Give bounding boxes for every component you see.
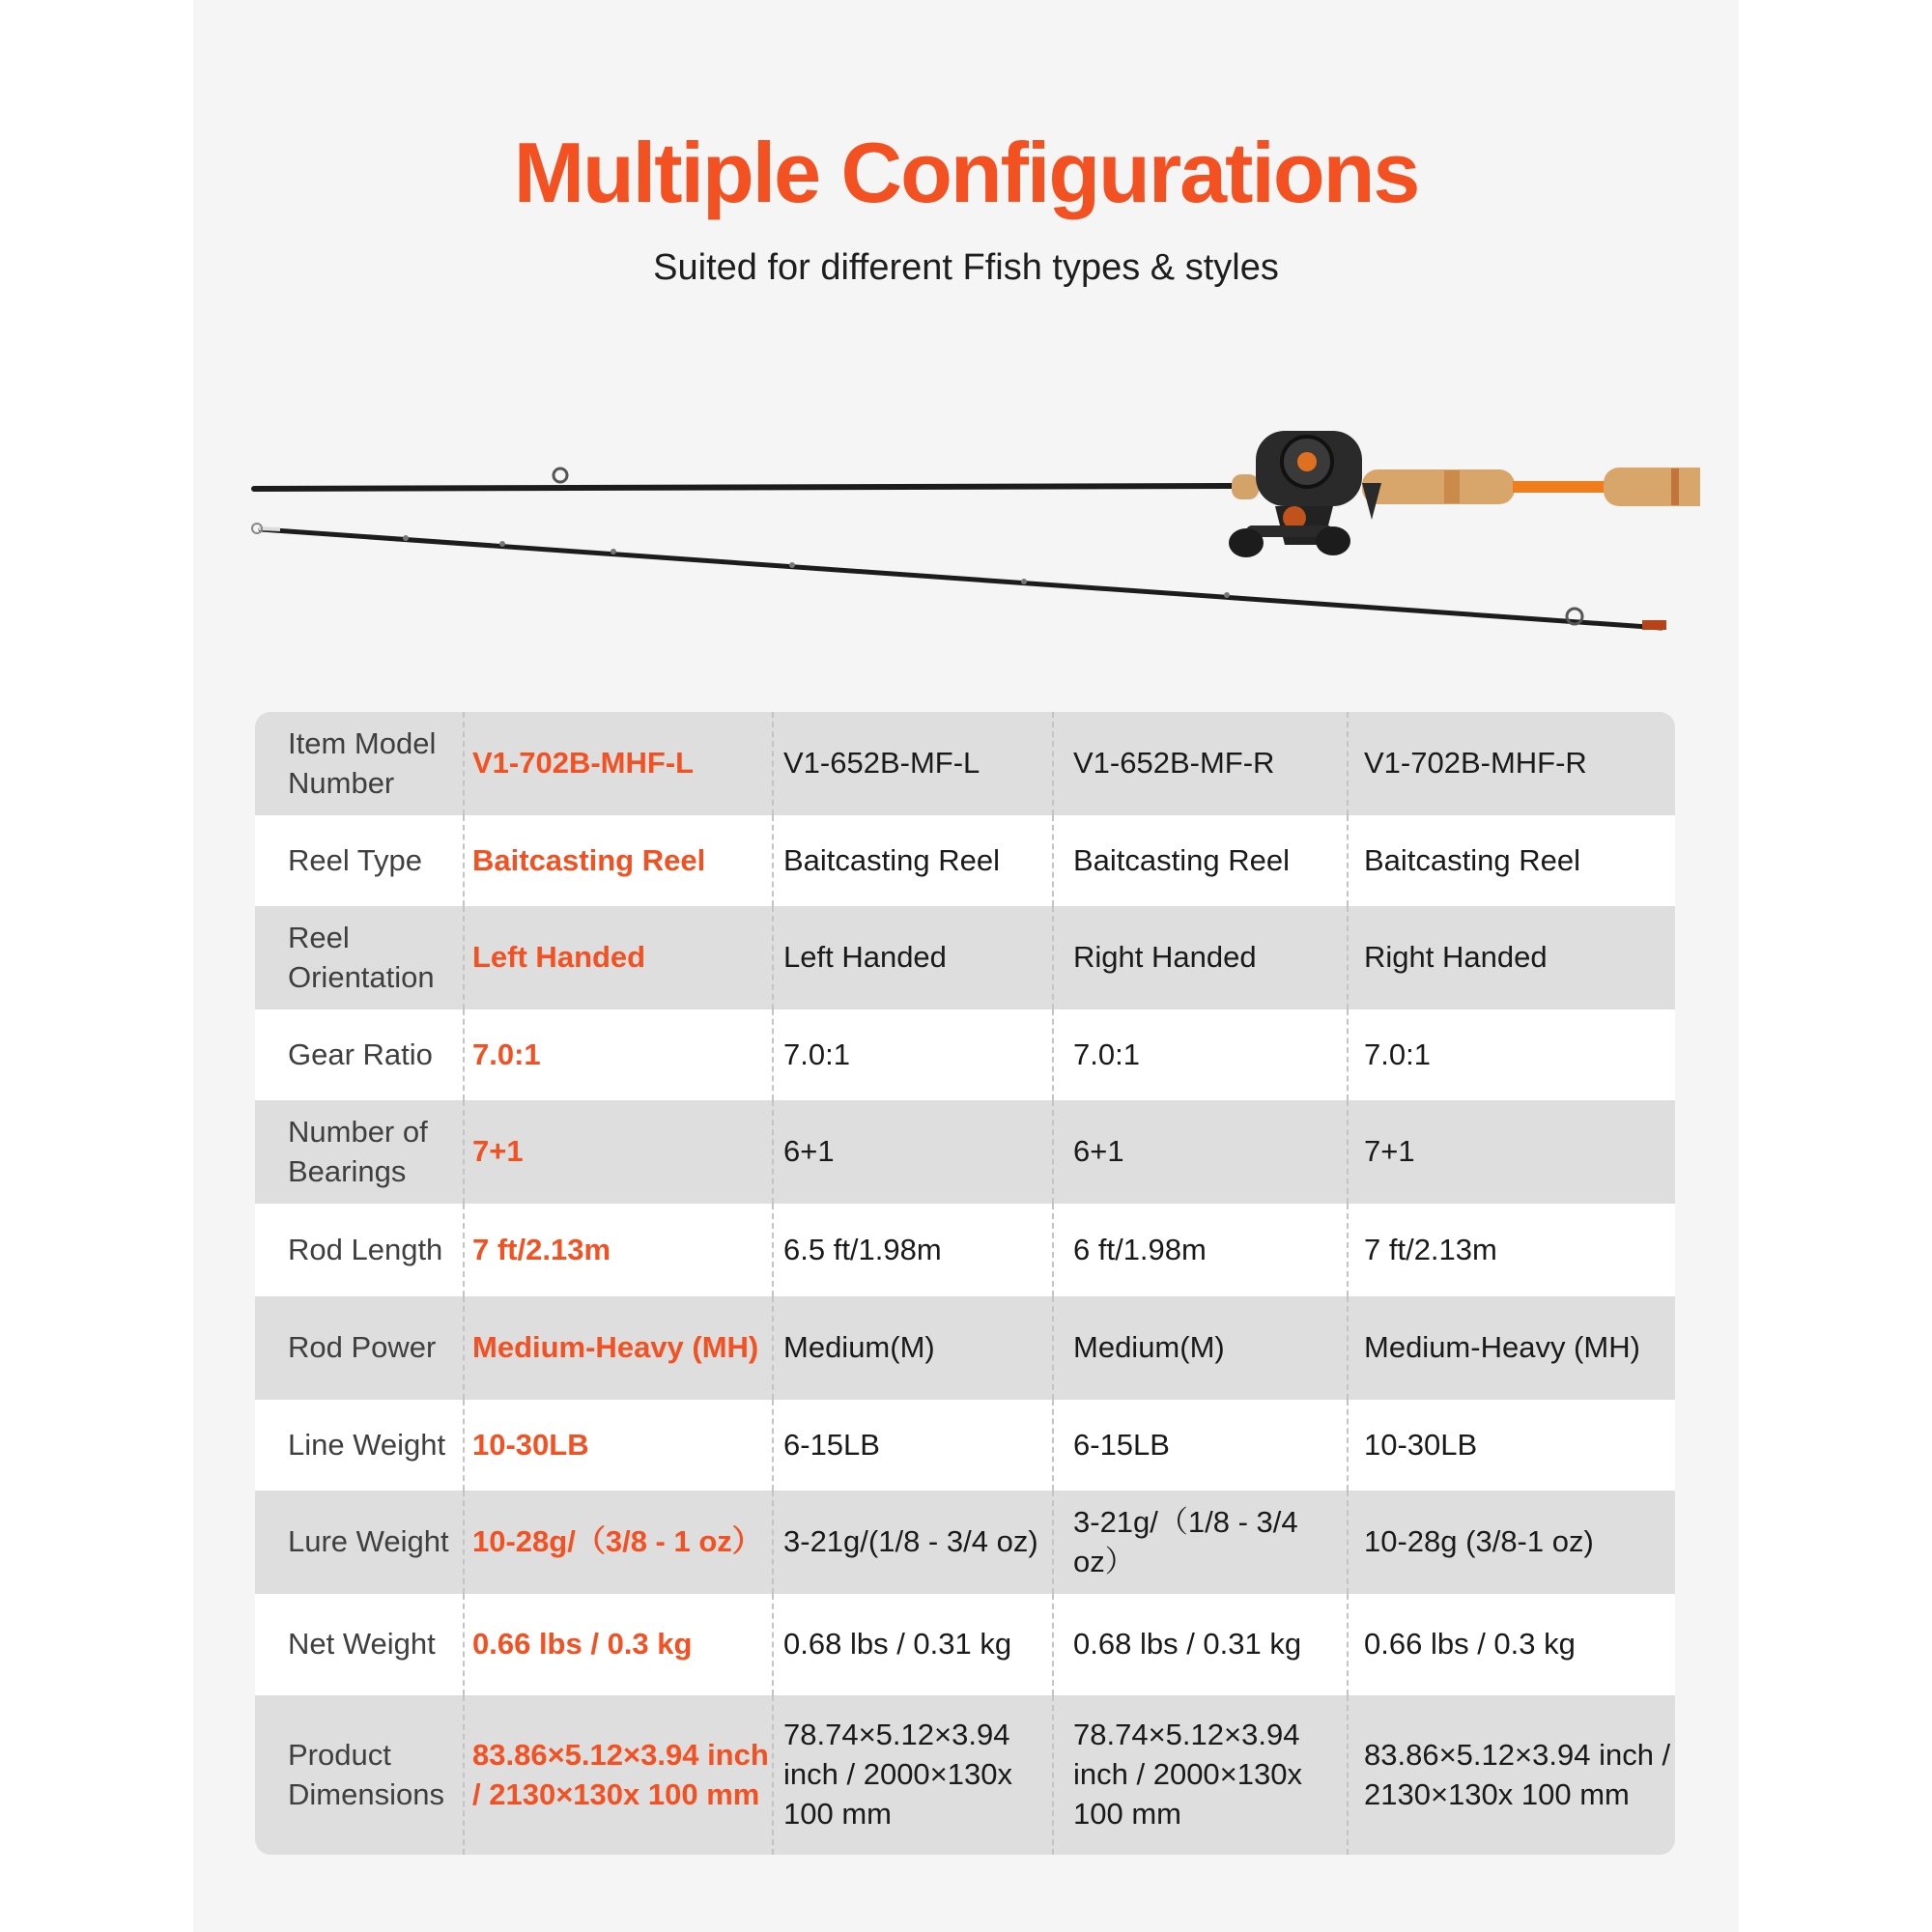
table-row bbox=[255, 1695, 1675, 1855]
model-2-value: V1-652B-MF-L bbox=[772, 712, 1052, 815]
model-3-value: 6 ft/1.98m bbox=[1052, 1204, 1347, 1296]
model-4-value: Right Handed bbox=[1347, 906, 1675, 1009]
model-3-value: Baitcasting Reel bbox=[1052, 815, 1347, 906]
table-row bbox=[255, 1009, 1675, 1100]
model-4-value: V1-702B-MHF-R bbox=[1347, 712, 1675, 815]
page-title: Multiple Configurations bbox=[513, 125, 1419, 220]
rod-blank-lower bbox=[261, 529, 1662, 628]
model-1-value: 10-28g/（3/8 - 1 oz） bbox=[463, 1491, 772, 1594]
row-label: Item Model Number bbox=[288, 725, 437, 800]
model-2-value: 6+1 bbox=[772, 1100, 1052, 1204]
table-row bbox=[255, 1204, 1675, 1296]
model-2-value: 7.0:1 bbox=[772, 1009, 1052, 1100]
row-label: Net Weight bbox=[288, 1627, 436, 1662]
model-1-value: Baitcasting Reel bbox=[463, 815, 772, 906]
rod-handle-orange bbox=[1513, 481, 1605, 493]
model-3-value: 78.74×5.12×3.94 inch / 2000×130x 100 mm bbox=[1052, 1695, 1347, 1855]
row-label: Reel Orientation bbox=[288, 920, 435, 994]
row-label: Rod Power bbox=[288, 1330, 437, 1365]
model-1-value: 7.0:1 bbox=[463, 1009, 772, 1100]
model-2-value: 3-21g/(1/8 - 3/4 oz) bbox=[772, 1491, 1052, 1594]
table-row bbox=[255, 712, 1675, 815]
model-2-value: 6.5 ft/1.98m bbox=[772, 1204, 1052, 1296]
rod-blank-upper bbox=[254, 486, 1236, 489]
model-1-value: 10-30LB bbox=[463, 1400, 772, 1491]
model-1-value: 7+1 bbox=[463, 1100, 772, 1204]
table-row bbox=[255, 906, 1675, 1009]
table-row bbox=[255, 1100, 1675, 1204]
model-4-value: Medium-Heavy (MH) bbox=[1347, 1296, 1675, 1400]
model-2-value: 78.74×5.12×3.94 inch / 2000×130x 100 mm bbox=[772, 1695, 1052, 1855]
model-3-value: 6-15LB bbox=[1052, 1400, 1347, 1491]
rod-guide bbox=[554, 469, 567, 482]
model-4-value: 7+1 bbox=[1347, 1100, 1675, 1204]
model-3-value: Right Handed bbox=[1052, 906, 1347, 1009]
fishing-rod-illustration bbox=[251, 425, 1700, 657]
model-2-value: Medium(M) bbox=[772, 1296, 1052, 1400]
butt-grip bbox=[1604, 468, 1700, 506]
row-label: Product Dimensions bbox=[288, 1737, 444, 1811]
model-2-value: 6-15LB bbox=[772, 1400, 1052, 1491]
model-3-value: 0.68 lbs / 0.31 kg bbox=[1052, 1594, 1347, 1695]
row-label: Reel Type bbox=[288, 842, 423, 877]
spec-table bbox=[255, 712, 1675, 1855]
model-4-value: 83.86×5.12×3.94 inch / 2130×130x 100 mm bbox=[1347, 1695, 1675, 1855]
model-1-value: 0.66 lbs / 0.3 kg bbox=[463, 1594, 772, 1695]
model-3-value: 7.0:1 bbox=[1052, 1009, 1347, 1100]
row-label: Gear Ratio bbox=[288, 1037, 433, 1071]
page-subtitle: Suited for different Ffish types & styles bbox=[653, 247, 1279, 288]
model-3-value: Medium(M) bbox=[1052, 1296, 1347, 1400]
table-row bbox=[255, 1594, 1675, 1695]
model-2-value: Left Handed bbox=[772, 906, 1052, 1009]
table-row bbox=[255, 1400, 1675, 1491]
table-row bbox=[255, 815, 1675, 906]
model-1-value: Left Handed bbox=[463, 906, 772, 1009]
model-3-value: 3-21g/（1/8 - 3/4 oz） bbox=[1052, 1491, 1347, 1594]
row-label: Line Weight bbox=[288, 1427, 446, 1462]
model-3-value: 6+1 bbox=[1052, 1100, 1347, 1204]
content-panel bbox=[193, 0, 1739, 1932]
model-2-value: 0.68 lbs / 0.31 kg bbox=[772, 1594, 1052, 1695]
row-label: Number of Bearings bbox=[288, 1114, 428, 1188]
model-4-value: 7 ft/2.13m bbox=[1347, 1204, 1675, 1296]
row-label: Rod Length bbox=[288, 1232, 443, 1266]
model-1-value: 83.86×5.12×3.94 inch / 2130×130x 100 mm bbox=[463, 1695, 772, 1855]
rear-grip bbox=[1362, 469, 1515, 504]
model-4-value: 10-28g (3/8-1 oz) bbox=[1347, 1491, 1675, 1594]
model-1-value: Medium-Heavy (MH) bbox=[463, 1296, 772, 1400]
model-4-value: 10-30LB bbox=[1347, 1400, 1675, 1491]
table-row bbox=[255, 1491, 1675, 1594]
model-1-value: 7 ft/2.13m bbox=[463, 1204, 772, 1296]
fore-grip bbox=[1232, 474, 1259, 499]
model-4-value: 7.0:1 bbox=[1347, 1009, 1675, 1100]
table-row bbox=[255, 1296, 1675, 1400]
model-4-value: 0.66 lbs / 0.3 kg bbox=[1347, 1594, 1675, 1695]
model-1-value: V1-702B-MHF-L bbox=[463, 712, 772, 815]
model-3-value: V1-652B-MF-R bbox=[1052, 712, 1347, 815]
row-label: Lure Weight bbox=[288, 1524, 449, 1559]
model-2-value: Baitcasting Reel bbox=[772, 815, 1052, 906]
model-4-value: Baitcasting Reel bbox=[1347, 815, 1675, 906]
